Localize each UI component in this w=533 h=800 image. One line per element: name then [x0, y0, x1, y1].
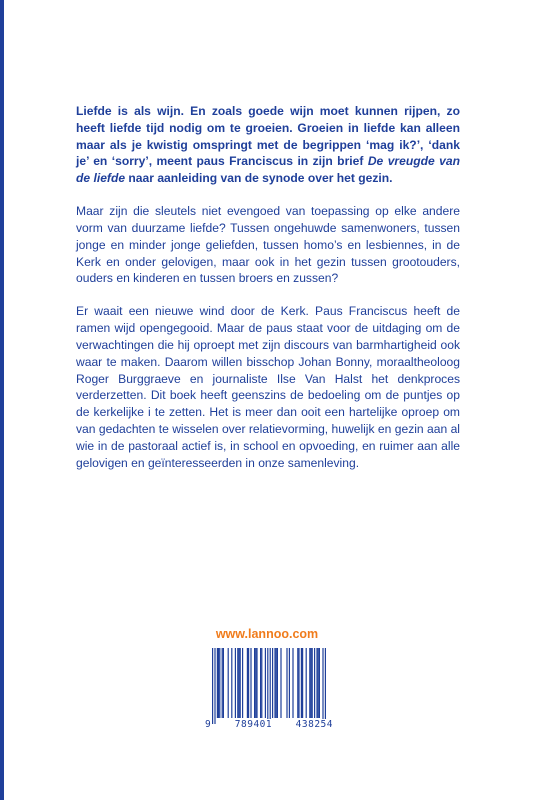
barcode-bar — [247, 648, 248, 718]
barcode-bar — [240, 648, 241, 718]
barcode-bar — [261, 648, 262, 718]
barcode-bar — [297, 648, 298, 718]
barcode-bar — [277, 648, 278, 718]
back-cover-blurb — [76, 103, 460, 488]
spine-stripe — [0, 0, 4, 800]
barcode-bar — [289, 648, 290, 718]
barcode-bar — [212, 648, 213, 724]
barcode-bar — [228, 648, 229, 718]
barcode-bar — [316, 648, 317, 718]
barcode-bar — [318, 648, 319, 718]
publisher-website[interactable]: www.lannoo.com — [215, 627, 319, 641]
barcode-bar — [298, 648, 299, 718]
barcode-bar — [309, 648, 310, 718]
barcode-bar — [254, 648, 255, 718]
barcode-bar — [248, 648, 249, 718]
barcode-bar — [238, 648, 239, 718]
barcode-bar — [218, 648, 219, 718]
barcode-bar — [255, 648, 256, 718]
barcode-bar — [256, 648, 257, 718]
barcode-bar — [325, 648, 326, 724]
barcode-bar — [286, 648, 287, 718]
barcode-bar — [231, 648, 232, 718]
barcode-bar — [314, 648, 315, 718]
barcode-bar — [242, 648, 243, 718]
barcode-bar — [214, 648, 215, 724]
barcode-bar — [250, 648, 251, 718]
barcode-bar — [217, 648, 218, 718]
barcode-bar — [302, 648, 303, 718]
paragraph-2: Maar zijn die sleutels niet evengoed van toepassing op elke andere vorm van duurzame liefde? Tussen ongehuwde samenwoners, tussen jonge en minder jonge geliefden, tussen homo’s en lesbiennes, in de Kerk en onder gelovigen, maar ook in het gezin tussen grootouders, ouders en kinderen en tussen broers en zussen? — [76, 204, 460, 286]
barcode-bar — [310, 648, 311, 718]
barcode-bar — [312, 648, 313, 718]
isbn-first-digit: 9 — [205, 719, 212, 730]
barcode-bar — [219, 648, 220, 718]
barcode-bar — [223, 648, 224, 718]
lead-paragraph — [76, 103, 460, 187]
barcode-bar — [322, 648, 323, 724]
isbn-right-group: 438254 — [295, 719, 333, 730]
barcode-bar — [319, 648, 320, 718]
barcode-bar — [292, 648, 293, 718]
barcode-bar — [260, 648, 261, 718]
barcode-bar — [270, 648, 271, 724]
isbn-left-group: 789401 — [234, 719, 273, 730]
barcode-bar — [274, 648, 275, 718]
barcode-bar — [301, 648, 302, 718]
barcode-bar — [276, 648, 277, 718]
barcode-bar — [280, 648, 281, 718]
barcode-bar — [222, 648, 223, 718]
barcode-bar — [267, 648, 268, 724]
barcode-bar — [237, 648, 238, 718]
paragraph-3: Er waait een nieuwe wind door de Kerk. Paus Franciscus heeft de ramen wijd opengegooid. Maar de paus staat voor de uitdaging om de verwachtingen die hij oproept met zijn discours van barmhartigheid ook waar te maken. Daarom willen bisschop Johan Bonny, moraaltheoloog Roger Burggraeve en journaliste Ilse Van Halst het denkproces verderzetten. Dit boek heeft geenszins de bedoeling om de puntjes op de kerkelijke i te zetten. Het is meer dan ooit een hartelijke oproep om van gedachten te wisselen over relatievorming, huwelijk en gezin aan al wie in de pastoraal actief is, in school en opvoeding, en ruimer aan alle gelovigen en geïnteresseerden in onze samenleving. — [76, 304, 460, 470]
barcode-bar — [306, 648, 307, 718]
barcode-bar — [272, 648, 273, 718]
lead-text-1: Liefde is als wijn. En zoals goede wijn moet kunnen rijpen, zo heeft liefde tijd nodig om te groeien. Groeien in liefde kan alleen maar als je kwistig omspringt met de begrippen ‘mag ik?’, ‘dank je’ en ‘sorry’, meent paus Franciscus in zijn brief — [76, 104, 460, 169]
book-title: De vreugde van de liefde — [76, 154, 460, 186]
barcode-bar — [235, 648, 236, 718]
isbn-digits — [204, 719, 334, 730]
barcode-bar — [265, 648, 266, 718]
lead-text-2: naar aanleiding van de synode over het gezin. — [125, 171, 393, 186]
